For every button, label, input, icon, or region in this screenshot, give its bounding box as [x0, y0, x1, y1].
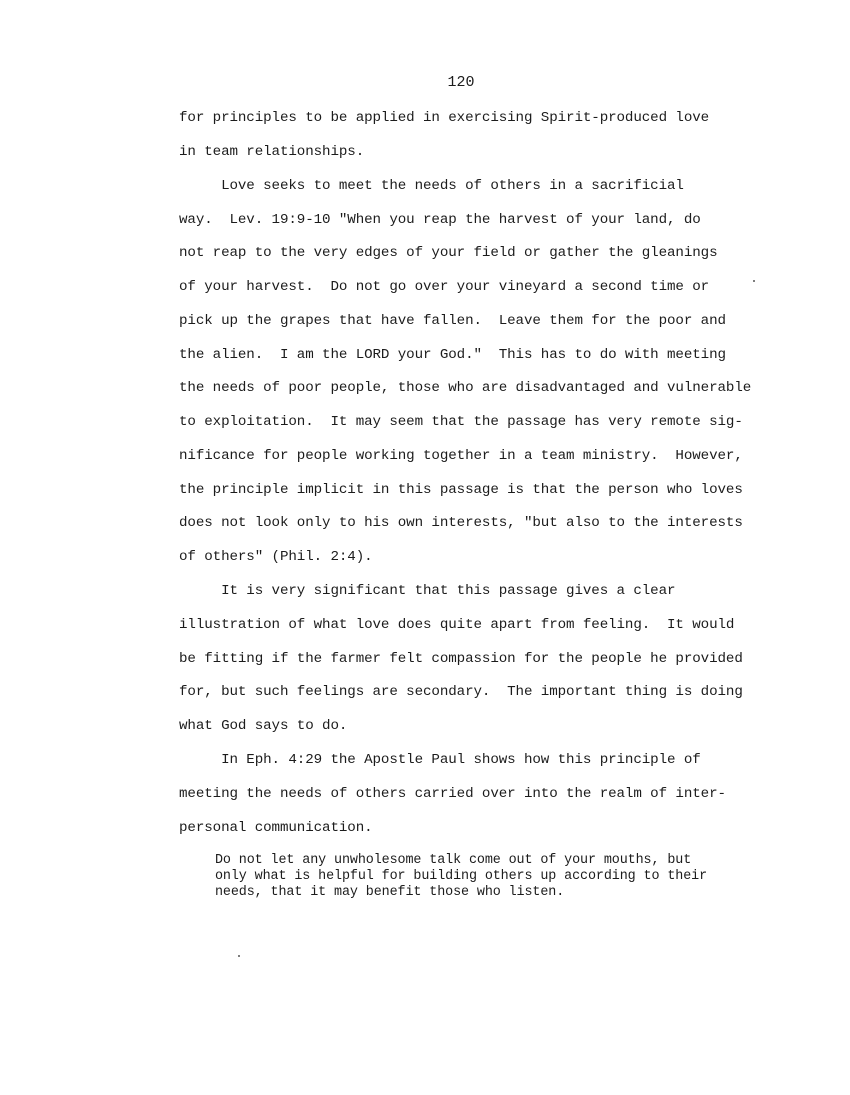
text-line: for, but such feelings are secondary. The important thing is doing	[179, 684, 743, 700]
text-line: nificance for people working together in a team ministry. However,	[179, 448, 743, 464]
text-line: It is very significant that this passage gives a clear	[179, 583, 676, 599]
text-line: in team relationships.	[179, 144, 365, 160]
text-line: Love seeks to meet the needs of others in a sacrificial	[179, 178, 684, 194]
quote-line: only what is helpful for building others up according to their	[215, 869, 708, 884]
text-line: for principles to be applied in exercising Spirit-produced love	[179, 110, 710, 126]
text-line: of others" (Phil. 2:4).	[179, 549, 373, 565]
text-line: illustration of what love does quite apart from feeling. It would	[179, 617, 735, 633]
text-line: to exploitation. It may seem that the passage has very remote sig-	[179, 414, 743, 430]
text-line: what God says to do.	[179, 718, 348, 734]
text-line: the alien. I am the LORD your God." This has to do with meeting	[179, 347, 726, 363]
text-line: not reap to the very edges of your field or gather the gleanings	[179, 245, 718, 261]
text-line: pick up the grapes that have fallen. Leave them for the poor and	[179, 313, 726, 329]
text-line: way. Lev. 19:9-10 "When you reap the harvest of your land, do	[179, 212, 701, 228]
text-line: In Eph. 4:29 the Apostle Paul shows how this principle of	[179, 752, 701, 768]
page-number: 120	[447, 74, 475, 91]
text-line: personal communication.	[179, 820, 373, 836]
scan-speck	[238, 955, 240, 957]
scan-speck	[753, 280, 755, 282]
text-line: does not look only to his own interests, "but also to the interests	[179, 515, 743, 531]
quote-line: Do not let any unwholesome talk come out of your mouths, but	[215, 853, 692, 868]
quote-line: needs, that it may benefit those who listen.	[215, 885, 565, 900]
text-line: meeting the needs of others carried over into the realm of inter-	[179, 786, 726, 802]
text-line: the needs of poor people, those who are disadvantaged and vulnerable	[179, 380, 752, 396]
text-line: the principle implicit in this passage is that the person who loves	[179, 482, 743, 498]
text-line: of your harvest. Do not go over your vineyard a second time or	[179, 279, 710, 295]
text-line: be fitting if the farmer felt compassion for the people he provided	[179, 651, 743, 667]
